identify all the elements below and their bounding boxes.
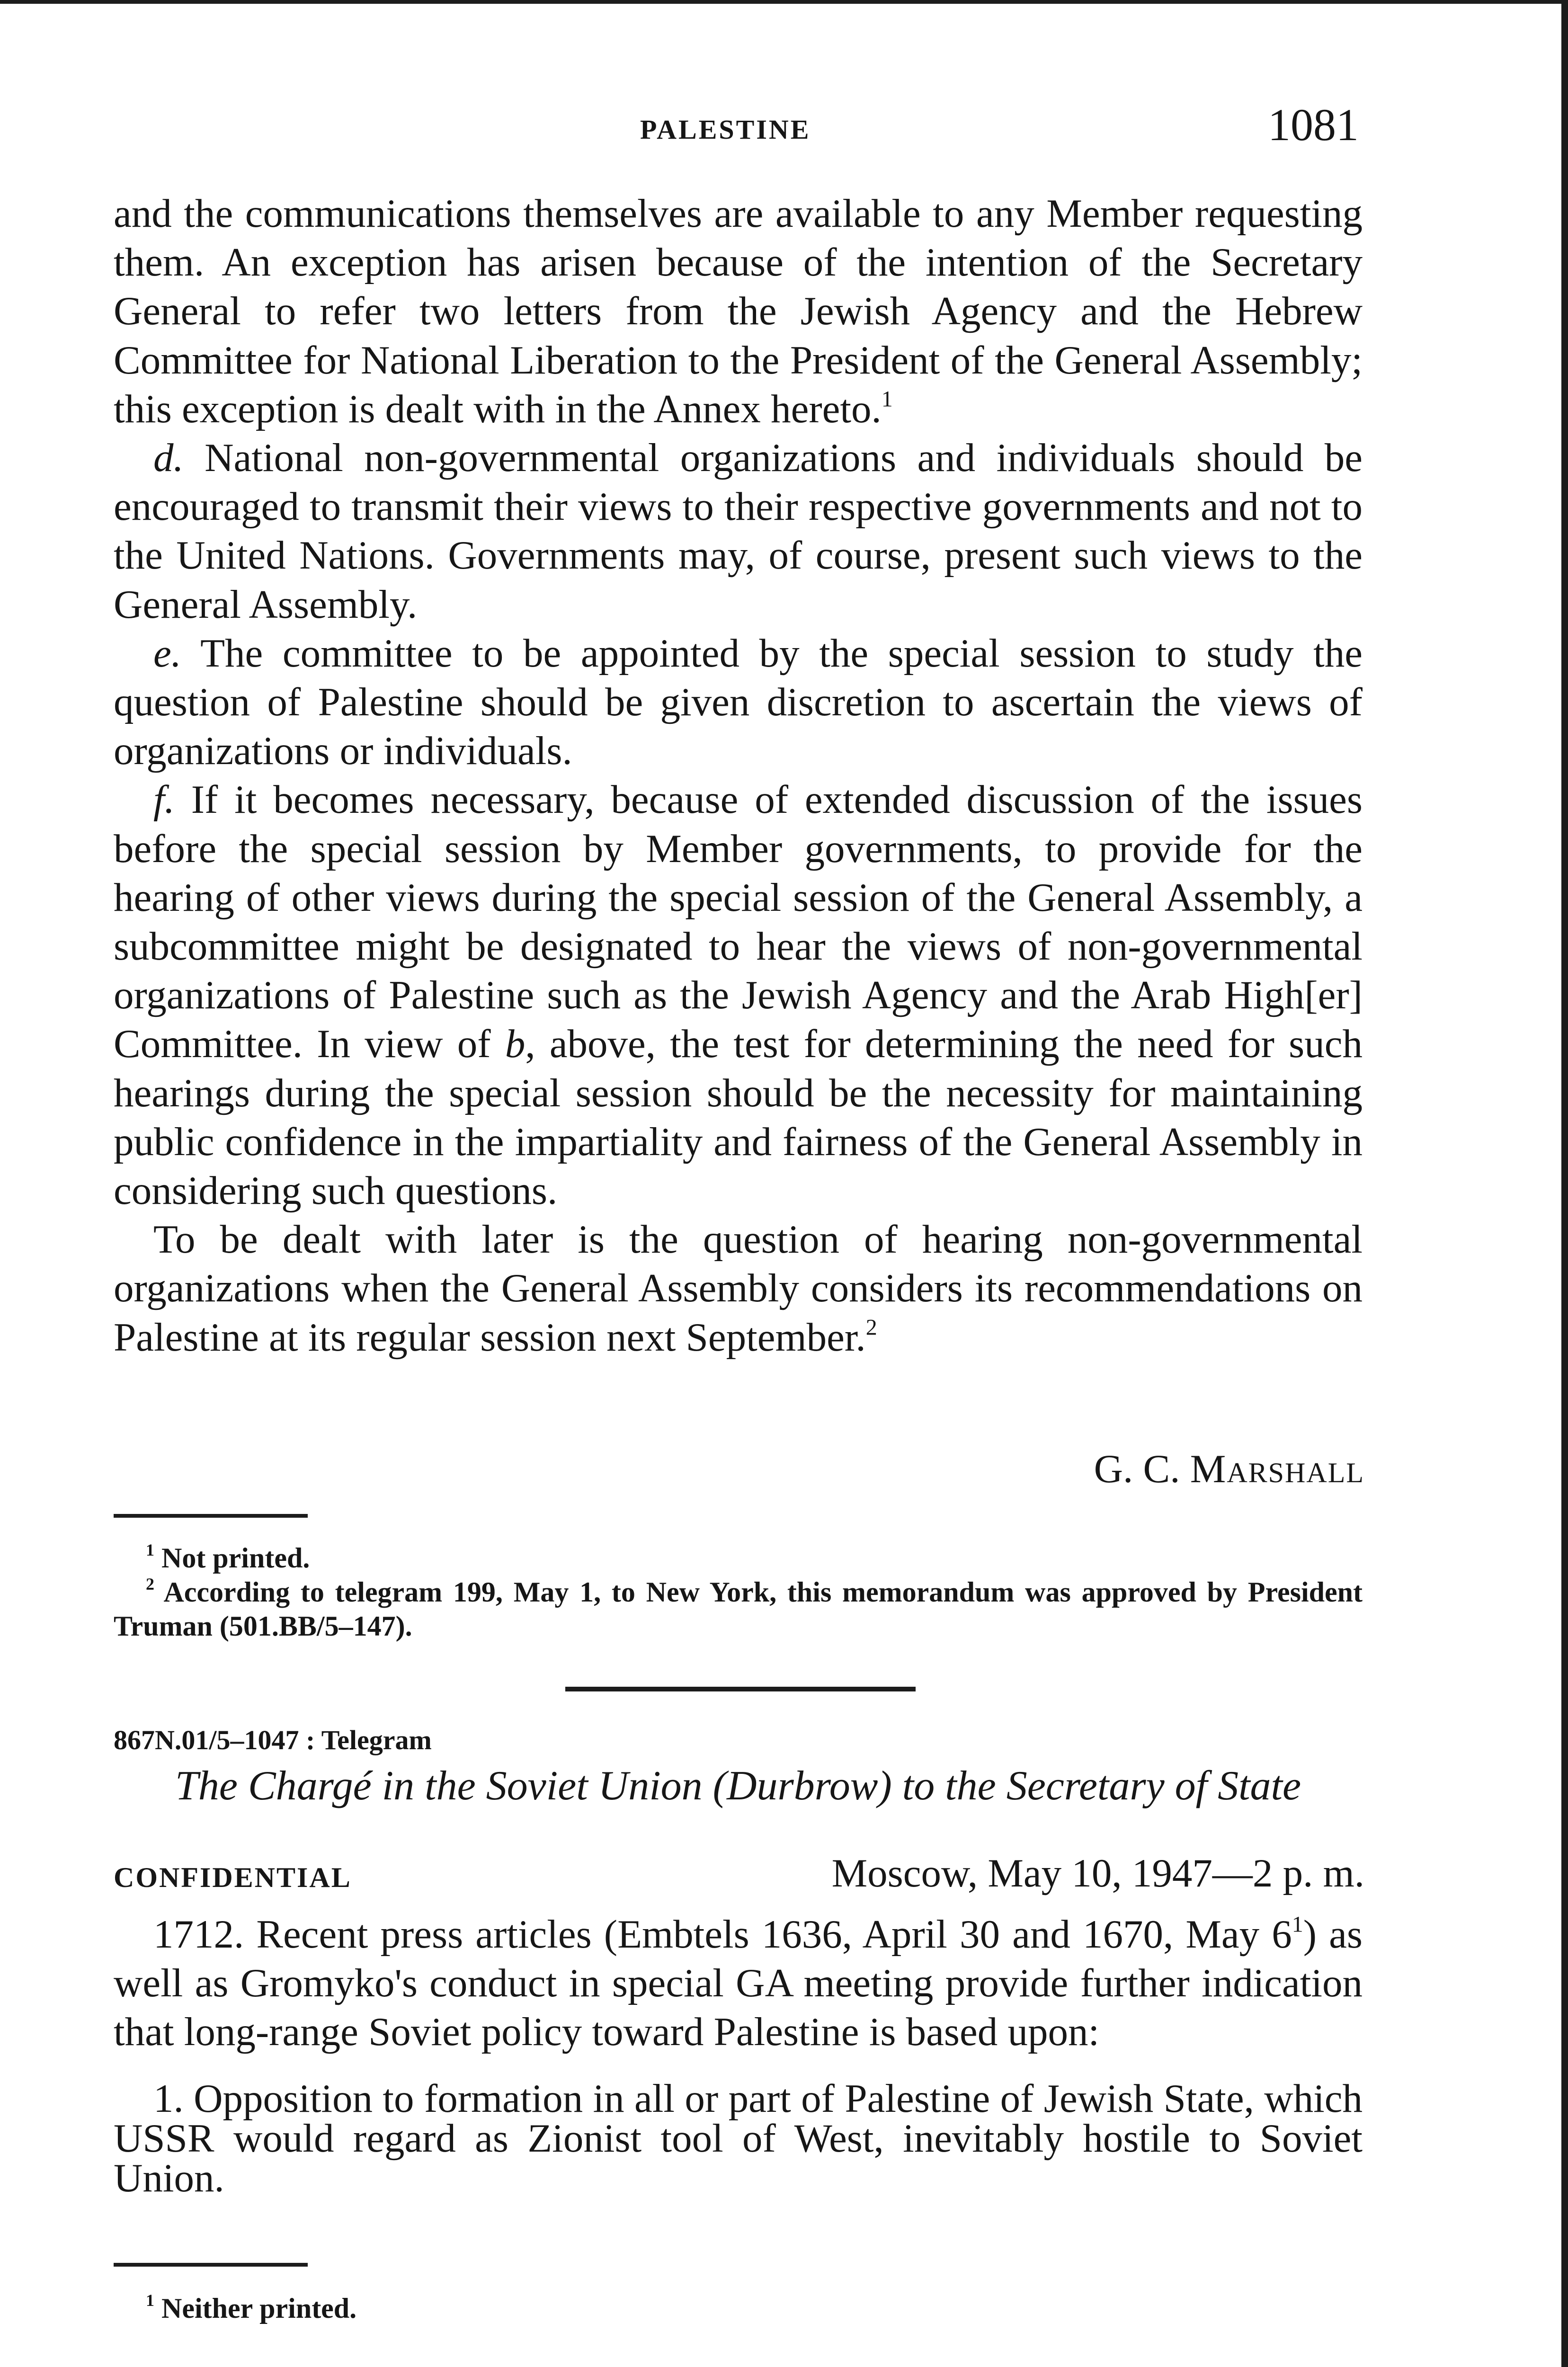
footnote-ref: 2: [865, 1315, 877, 1340]
signature: G. C. Marshall: [1094, 1447, 1364, 1491]
footnotes-section1: [114, 1541, 1363, 1643]
paragraph-c-continued: and the communications themselves are available to any Member requesting them. An exception has arisen because of the intention of the Secretary General to refer two letters from the Jewish Agency and the Hebrew Committee for National Liberation to the President of the General Assembly; this exception is dealt with in the Annex hereto.$^1$: [114, 191, 1363, 431]
paragraph-closing: To be dealt with later is the question of hearing non-governmental organizations when the General Assembly considers its recommendations on Palestine at its regular session next September.$^2$: [114, 1217, 1363, 1360]
classification-label: CONFIDENTIAL: [114, 1862, 352, 1893]
footnote-rule: [114, 2263, 308, 2267]
document-title: The Chargé in the Soviet Union (Durbrow) to the Secretary of State: [175, 1763, 1301, 1809]
telegram-numbered-item: 1. Opposition to formation in all or part of Palestine of Jewish State, which USSR would regard as Zionist tool of West, inevitably hostile to Soviet Union.: [114, 2076, 1363, 2200]
running-head: PALESTINE: [640, 114, 811, 145]
paragraph-e: e. The committee to be appointed by the special session to study the question of Palestine should be given discretion to ascertain the views of organizations or individuals.: [114, 631, 1363, 774]
paragraph-f: f. If it becomes necessary, because of extended discussion of the issues before the special session by Member governments, to provide for the hearing of other views during the special session of the General Assembly, a subcommittee might be designated to hear the views of non-governmental organizations of Palestine such as the Jewish Agency and the Arab High[er] Committee. In view of b, above, the test for determining the need for such hearings during the special session should be the necessity for maintaining public confidence in the impartiality and fairness of the General Assembly in considering such questions.: [114, 777, 1363, 1213]
footnote: $^1$ Neither printed.: [146, 2290, 357, 2324]
footnotes-section2: [114, 2291, 1363, 2325]
page-number: 1081: [1268, 99, 1359, 150]
telegram-paragraph: 1712. Recent press articles (Embtels 1636, April 30 and 1670, May $6^1$) as well as Gromyko's conduct in special GA meeting provide further indication that long-range Soviet policy toward Palestine is based upon:: [114, 1912, 1363, 2055]
dateline: Moscow, May 10, 1947—2 p. m.: [831, 1851, 1364, 1895]
footnote: $^1$ Not printed.: [146, 1540, 310, 1574]
main-text-section2: [114, 1910, 1363, 2198]
right-edge-rule: [1561, 0, 1568, 2367]
footnote-rule: [114, 1514, 308, 1518]
footnote-ref: 1: [1292, 1912, 1303, 1937]
section-divider: [565, 1687, 916, 1691]
footnote: $^2$ According to telegram 199, May 1, to New York, this memorandum was approved by President Truman (501.BB/5–147).: [114, 1574, 1363, 1642]
main-text-section1: [114, 189, 1363, 1362]
top-edge-rule: [0, 0, 1568, 4]
footnote-ref: 1: [881, 386, 893, 412]
file-number: 867N.01/5–1047 : Telegram: [114, 1725, 432, 1755]
paragraph-d: d. National non-governmental organizations and individuals should be encouraged to transmit their views to their respective governments and not to the United Nations. Governments may, of course, present such views to the General Assembly.: [114, 436, 1363, 627]
